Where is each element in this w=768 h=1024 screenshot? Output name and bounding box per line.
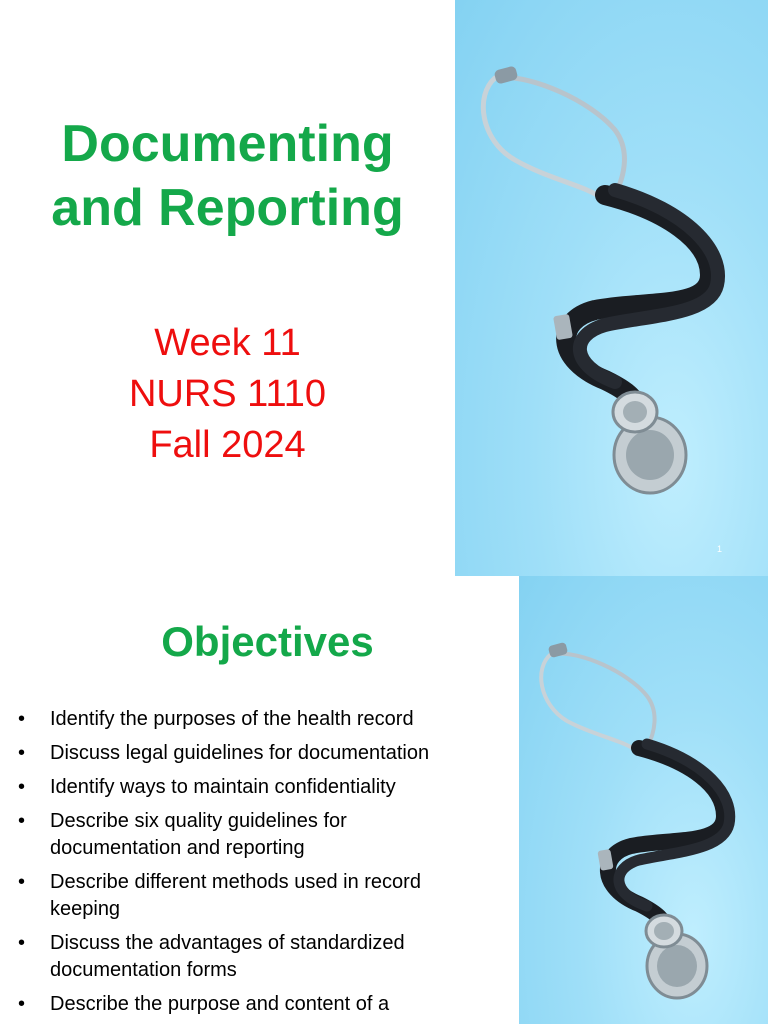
slide-number: 1 [716, 544, 722, 554]
list-item [16, 774, 516, 801]
list-item-text: Identify ways to maintain confidentiality [50, 776, 396, 798]
list-item [16, 706, 516, 733]
stethoscope-photo [519, 576, 768, 1024]
list-item [16, 930, 516, 984]
bullet-icon: • [18, 871, 26, 893]
list-item-text: Discuss the advantages of standardized [50, 932, 405, 954]
list-item-text: Describe six quality guidelines for [50, 810, 347, 832]
title-line-1: Documenting [61, 115, 394, 173]
list-item [16, 991, 516, 1018]
list-item [16, 808, 516, 862]
subtitle-week: Week 11 [154, 322, 301, 364]
bullet-icon: • [18, 708, 26, 730]
bullet-icon: • [18, 742, 26, 764]
list-item-text-cont: keeping [50, 898, 121, 920]
bullet-icon: • [18, 932, 26, 954]
subtitle-term: Fall 2024 [149, 424, 306, 466]
stethoscope-icon [455, 0, 768, 576]
list-item-text: Discuss legal guidelines for documentation [50, 742, 430, 764]
list-item-text-cont: documentation forms [50, 959, 237, 981]
slide-subtitle [0, 318, 455, 471]
list-item-text: Describe the purpose and content of a [50, 993, 390, 1015]
bullet-icon: • [18, 776, 26, 798]
list-item-text: Describe different methods used in record [50, 871, 421, 893]
slide-title [0, 112, 455, 240]
list-item [16, 740, 516, 767]
objectives-list [16, 706, 516, 1024]
list-item-text: Identify the purposes of the health record [50, 708, 414, 730]
bullet-icon: • [18, 993, 26, 1015]
stethoscope-icon [519, 576, 768, 1024]
slide-title: Objectives [161, 618, 374, 665]
subtitle-course: NURS 1110 [128, 373, 327, 415]
objectives-slide [0, 576, 768, 1024]
list-item-text-cont: documentation and reporting [50, 837, 305, 859]
stethoscope-photo [455, 0, 768, 576]
bullet-icon: • [18, 810, 26, 832]
title-line-2: and Reporting [51, 179, 404, 237]
list-item [16, 869, 516, 923]
